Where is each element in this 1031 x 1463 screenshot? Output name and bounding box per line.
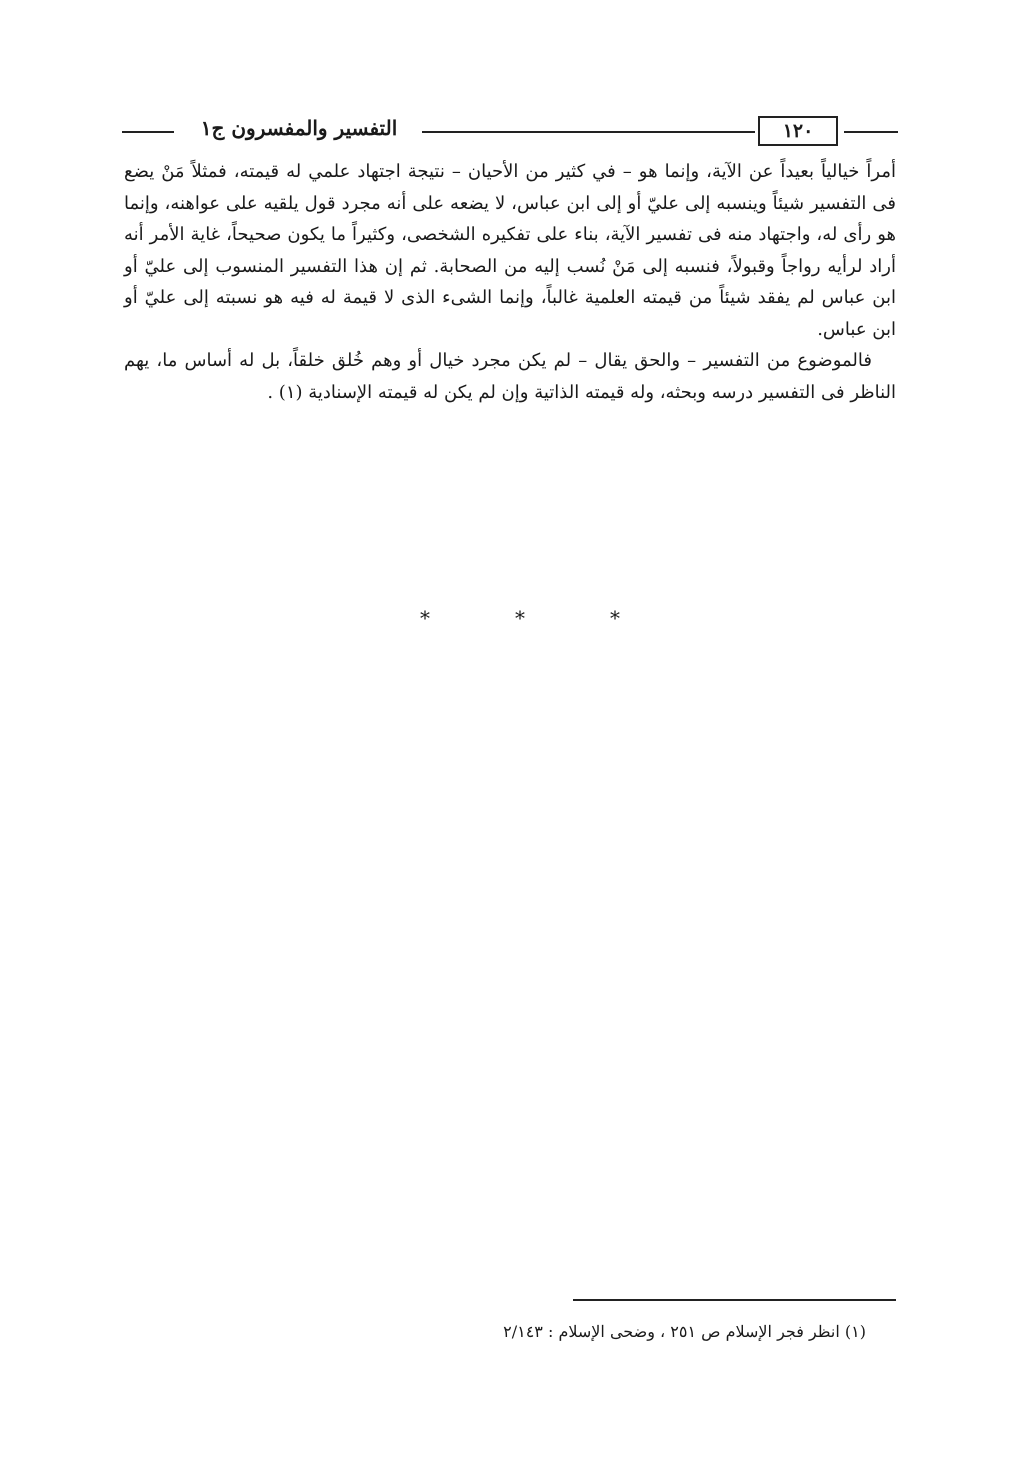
separator-star: * bbox=[420, 606, 430, 630]
footnote-reference: (١) . bbox=[267, 381, 309, 403]
separator-star: * bbox=[515, 606, 525, 630]
footnote-rule bbox=[573, 1299, 896, 1301]
header-rule-middle bbox=[422, 131, 755, 133]
footnote-1: (١) انظر فجر الإسلام ص ٢٥١ ، وضحى الإسلام : ٢/١٤٣ bbox=[503, 1322, 866, 1341]
page-number: ١٢٠ bbox=[758, 116, 838, 146]
paragraph-2 bbox=[124, 345, 896, 408]
main-text bbox=[124, 156, 896, 408]
header-rule-right bbox=[844, 131, 898, 133]
page-header bbox=[122, 114, 898, 148]
separator-star: * bbox=[610, 606, 620, 630]
section-separator bbox=[420, 606, 620, 630]
paragraph-1: أمراً خيالياً بعيداً عن الآية، وإنما هو – في كثير من الأحيان – نتيجة اجتهاد علمي له قيمته، فمثلاً مَنْ يضع فى التفسير شيئاً وينسبه إلى عليّ أو إلى ابن عباس، لا يضعه على أنه مجرد قول يلقيه على عواهنه، وإنما هو رأى له، واجتهاد منه فى تفسير الآية، بناء على تفكيره الشخصى، وكثيراً ما يكون صحيحاً، غاية الأمر أنه أراد لرأيه رواجاً وقبولاً، فنسبه إلى مَنْ نُسب إليه من الصحابة. ثم إن هذا التفسير المنسوب إلى عليّ أو ابن عباس لم يفقد شيئاً من قيمته العلمية غالباً، وإنما الشىء الذى لا قيمة له فيه هو نسبته إلى عليّ أو ابن عباس. bbox=[124, 161, 896, 340]
book-title: التفسير والمفسرون ج١ bbox=[200, 116, 398, 140]
header-rule-left bbox=[122, 131, 174, 133]
paragraph-2-text: فالموضوع من التفسير – والحق يقال – لم يكن مجرد خيال أو وهم خُلق خلقاً، بل له أساس ما، يهم الناظر فى التفسير درسه وبحثه، وله قيمته الذاتية وإن لم يكن له قيمته الإسنادية bbox=[124, 350, 896, 403]
